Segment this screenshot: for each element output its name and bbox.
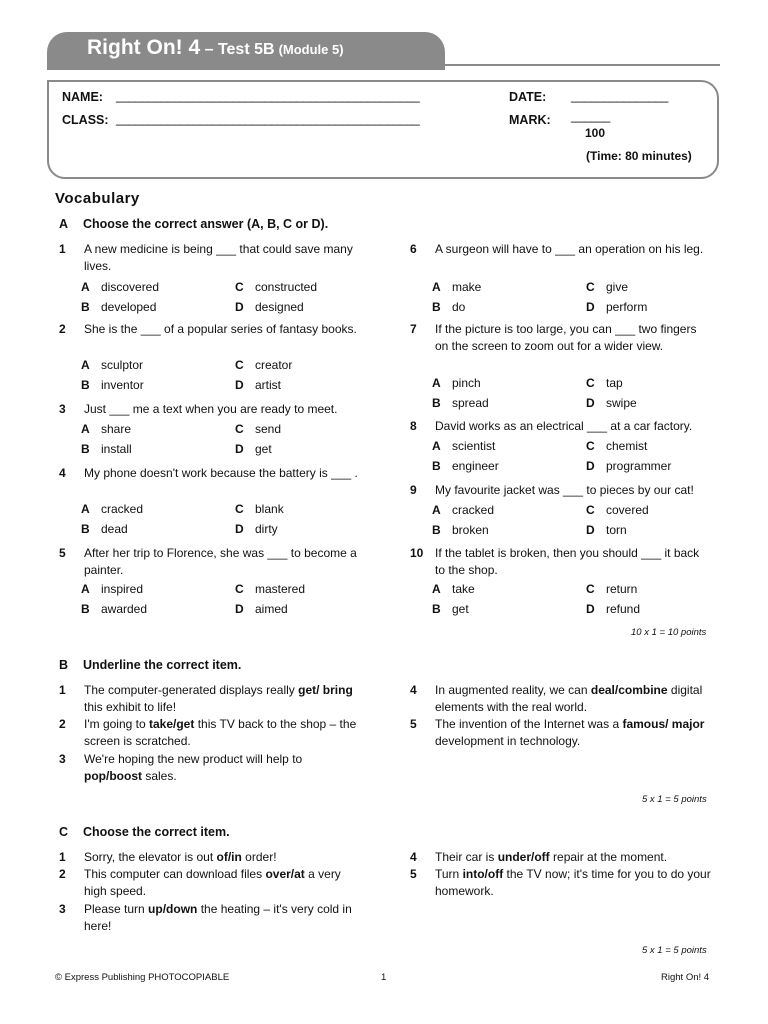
option-text: get [452, 602, 469, 616]
option-text: dead [101, 522, 128, 536]
option-d[interactable] [586, 602, 640, 616]
option-a[interactable] [81, 358, 143, 372]
option-text: cracked [101, 502, 144, 516]
option-text: awarded [101, 602, 148, 616]
header-tab [47, 32, 445, 70]
question-number: 1 [59, 242, 66, 256]
option-text: refund [606, 602, 641, 616]
choice-words[interactable]: over/at [265, 867, 305, 881]
class-line[interactable]: _______________________________________________ [116, 112, 420, 126]
item-text: We're hoping the new product will help to pop/boost sales. [84, 752, 303, 783]
option-c[interactable] [586, 376, 623, 390]
option-text: inspired [101, 582, 144, 596]
option-text: spread [452, 396, 489, 410]
option-c[interactable] [586, 439, 647, 453]
choice-words[interactable]: of/in [216, 850, 242, 864]
option-letter: A [81, 358, 90, 372]
question-number: 7 [410, 322, 417, 336]
option-text: return [606, 582, 638, 596]
option-text: make [452, 280, 482, 294]
option-letter: D [586, 300, 595, 314]
option-text: share [101, 422, 132, 436]
item-text: I'm going to take/get this TV back to the shop – the screen is scratched. [84, 717, 357, 748]
question-text: If the tablet is broken, then you should ___ it back to the shop. [435, 546, 700, 577]
question-number: 2 [59, 322, 66, 336]
question-text: David works as an electrical ___ at a car factory. [435, 419, 693, 433]
option-text: discovered [101, 280, 160, 294]
question-text: If the picture is too large, you can ___ two fingers on the screen to zoom out for a wider view. [435, 322, 697, 353]
option-text: cracked [452, 503, 495, 517]
option-text: torn [606, 523, 627, 537]
option-letter: D [235, 378, 244, 392]
class-label: CLASS: [62, 113, 109, 127]
option-letter: B [81, 300, 90, 314]
option-d[interactable] [586, 523, 627, 537]
question-number: 8 [410, 419, 417, 433]
question-number: 6 [410, 242, 417, 256]
option-letter: D [235, 602, 244, 616]
option-letter: B [432, 396, 441, 410]
option-b[interactable] [81, 522, 128, 536]
name-line[interactable]: _______________________________________________ [116, 89, 420, 103]
option-letter: C [235, 502, 244, 516]
question-number: 10 [410, 546, 424, 560]
option-letter: C [235, 358, 244, 372]
option-text: constructed [255, 280, 318, 294]
option-letter: D [235, 300, 244, 314]
section-b-points: 5 x 1 = 5 points [642, 794, 707, 805]
option-letter: D [235, 522, 244, 536]
option-a[interactable] [81, 422, 131, 436]
choice-words[interactable]: get/ bring [298, 683, 353, 697]
question-number: 4 [59, 466, 66, 480]
item-text: Please turn up/down the heating – it's very cold in here! [84, 902, 352, 933]
option-c[interactable] [235, 280, 317, 294]
item-number: 2 [59, 867, 66, 881]
question-text: My favourite jacket was ___ to pieces by our cat! [435, 483, 694, 497]
item-text: In augmented reality, we can deal/combine digital elements with the real world. [435, 683, 703, 714]
choice-words[interactable]: pop/boost [84, 769, 142, 783]
option-letter: C [586, 376, 595, 390]
question-text: After her trip to Florence, she was ___ to become a painter. [84, 546, 357, 577]
item-text: The computer-generated displays really get/ bring this exhibit to life! [84, 683, 353, 714]
date-line[interactable]: _______________ [571, 89, 668, 103]
option-letter: D [586, 523, 595, 537]
option-letter: B [432, 459, 441, 473]
option-text: take [452, 582, 475, 596]
option-c[interactable] [235, 582, 305, 596]
option-letter: B [81, 602, 90, 616]
choice-words[interactable]: under/off [497, 850, 550, 864]
option-letter: A [81, 422, 90, 436]
option-text: dirty [255, 522, 278, 536]
option-letter: B [432, 523, 441, 537]
option-c[interactable] [586, 503, 649, 517]
option-c[interactable] [235, 422, 281, 436]
date-label: DATE: [509, 90, 547, 104]
option-text: mastered [255, 582, 306, 596]
option-a[interactable] [432, 582, 475, 596]
option-letter: A [432, 503, 441, 517]
item-text: This computer can download files over/at a very high speed. [84, 867, 341, 898]
option-text: designed [255, 300, 304, 314]
mark-line[interactable]: ______ [571, 109, 610, 123]
question-text: A surgeon will have to ___ an operation on his leg. [435, 242, 704, 256]
question-text: My phone doesn't work because the battery is ___ . [84, 466, 358, 480]
name-label: NAME: [62, 90, 103, 104]
option-text: chemist [606, 439, 648, 453]
option-letter: A [81, 582, 90, 596]
option-b[interactable] [81, 300, 156, 314]
option-a[interactable] [432, 376, 481, 390]
option-letter: B [432, 602, 441, 616]
option-letter: B [432, 300, 441, 314]
question-number: 5 [59, 546, 66, 560]
option-letter: B [81, 442, 90, 456]
option-letter: B [81, 522, 90, 536]
item-text: The invention of the Internet was a famous/ major development in technology. [435, 717, 705, 748]
question-number: 9 [410, 483, 417, 497]
option-letter: C [235, 280, 244, 294]
option-c[interactable] [235, 502, 284, 516]
option-letter: D [235, 442, 244, 456]
option-text: pinch [452, 376, 481, 390]
option-text: give [606, 280, 629, 294]
option-a[interactable] [81, 502, 143, 516]
item-number: 4 [410, 850, 417, 864]
vocabulary-heading: Vocabulary [55, 190, 140, 207]
mark-label: MARK: [509, 113, 551, 127]
item-text: Their car is under/off repair at the moment. [435, 850, 668, 864]
item-number: 5 [410, 717, 417, 731]
option-text: sculptor [101, 358, 144, 372]
option-text: do [452, 300, 466, 314]
option-letter: D [586, 602, 595, 616]
option-b[interactable] [432, 396, 489, 410]
item-number: 4 [410, 683, 417, 697]
section-b-heading: B Underline the correct item. [59, 658, 242, 672]
option-text: get [255, 442, 272, 456]
footer-copyright: © Express Publishing PHOTOCOPIABLE [55, 972, 230, 983]
question-text: Just ___ me a text when you are ready to meet. [84, 402, 338, 416]
option-a[interactable] [432, 503, 494, 517]
option-text: broken [452, 523, 489, 537]
option-text: swipe [606, 396, 637, 410]
option-d[interactable] [586, 300, 647, 314]
option-text: send [255, 422, 282, 436]
mark-total: 100 [585, 126, 606, 140]
option-d[interactable] [586, 459, 671, 473]
time-limit: (Time: 80 minutes) [586, 149, 692, 163]
option-d[interactable] [235, 522, 278, 536]
option-d[interactable] [235, 442, 272, 456]
option-c[interactable] [586, 582, 637, 596]
item-number: 3 [59, 752, 66, 766]
option-letter: C [235, 422, 244, 436]
option-text: artist [255, 378, 282, 392]
option-a[interactable] [81, 280, 159, 294]
option-b[interactable] [432, 523, 489, 537]
option-text: engineer [452, 459, 499, 473]
option-letter: C [586, 503, 595, 517]
option-text: developed [101, 300, 157, 314]
option-text: install [101, 442, 132, 456]
choice-words[interactable]: deal/combine [590, 683, 668, 697]
item-number: 2 [59, 717, 66, 731]
option-b[interactable] [81, 442, 132, 456]
choice-words[interactable]: take/get [149, 717, 195, 731]
option-b[interactable] [81, 378, 144, 392]
option-b[interactable] [81, 602, 147, 616]
option-text: scientist [452, 439, 496, 453]
option-letter: A [432, 439, 441, 453]
item-text: Sorry, the elevator is out of/in order! [84, 850, 277, 864]
option-d[interactable] [235, 300, 304, 314]
item-number: 1 [59, 850, 66, 864]
option-text: perform [606, 300, 648, 314]
footer-page-number: 1 [381, 972, 387, 983]
option-letter: A [432, 582, 441, 596]
option-a[interactable] [81, 582, 143, 596]
option-letter: C [235, 582, 244, 596]
section-a-points: 10 x 1 = 10 points [631, 627, 707, 638]
item-number: 1 [59, 683, 66, 697]
option-c[interactable] [586, 280, 628, 294]
option-letter: A [432, 376, 441, 390]
option-letter: A [81, 502, 90, 516]
item-text: Turn into/off the TV now; it's time for you to do your homework. [435, 867, 711, 898]
header-rule [445, 64, 720, 66]
option-text: blank [255, 502, 284, 516]
choice-words[interactable]: famous/ major [622, 717, 705, 731]
item-number: 5 [410, 867, 417, 881]
section-c-heading: C Choose the correct item. [59, 825, 230, 839]
option-letter: C [586, 439, 595, 453]
section-a-heading: A Choose the correct answer (A, B, C or D). [59, 217, 329, 231]
item-number: 3 [59, 902, 66, 916]
option-d[interactable] [235, 602, 288, 616]
test-title: Right On! 4 – Test 5B (Module 5) [87, 36, 344, 59]
option-letter: A [81, 280, 90, 294]
option-text: covered [606, 503, 649, 517]
option-text: inventor [101, 378, 144, 392]
section-c-points: 5 x 1 = 5 points [642, 945, 707, 956]
option-letter: A [432, 280, 441, 294]
option-d[interactable] [586, 396, 637, 410]
option-letter: D [586, 396, 595, 410]
option-text: programmer [606, 459, 672, 473]
option-b[interactable] [432, 300, 465, 314]
footer-book-title: Right On! 4 [661, 972, 710, 983]
option-b[interactable] [432, 459, 499, 473]
option-text: aimed [255, 602, 288, 616]
option-letter: C [586, 280, 595, 294]
option-letter: D [586, 459, 595, 473]
option-a[interactable] [432, 439, 495, 453]
question-number: 3 [59, 402, 66, 416]
option-text: creator [255, 358, 293, 372]
question-text: She is the ___ of a popular series of fantasy books. [84, 322, 357, 336]
option-letter: B [81, 378, 90, 392]
option-text: tap [606, 376, 623, 390]
question-text: A new medicine is being ___ that could save many lives. [84, 242, 353, 273]
choice-words[interactable]: up/down [148, 902, 198, 916]
option-d[interactable] [235, 378, 281, 392]
option-letter: C [586, 582, 595, 596]
option-a[interactable] [432, 280, 481, 294]
option-c[interactable] [235, 358, 292, 372]
choice-words[interactable]: into/off [462, 867, 504, 881]
option-b[interactable] [432, 602, 469, 616]
